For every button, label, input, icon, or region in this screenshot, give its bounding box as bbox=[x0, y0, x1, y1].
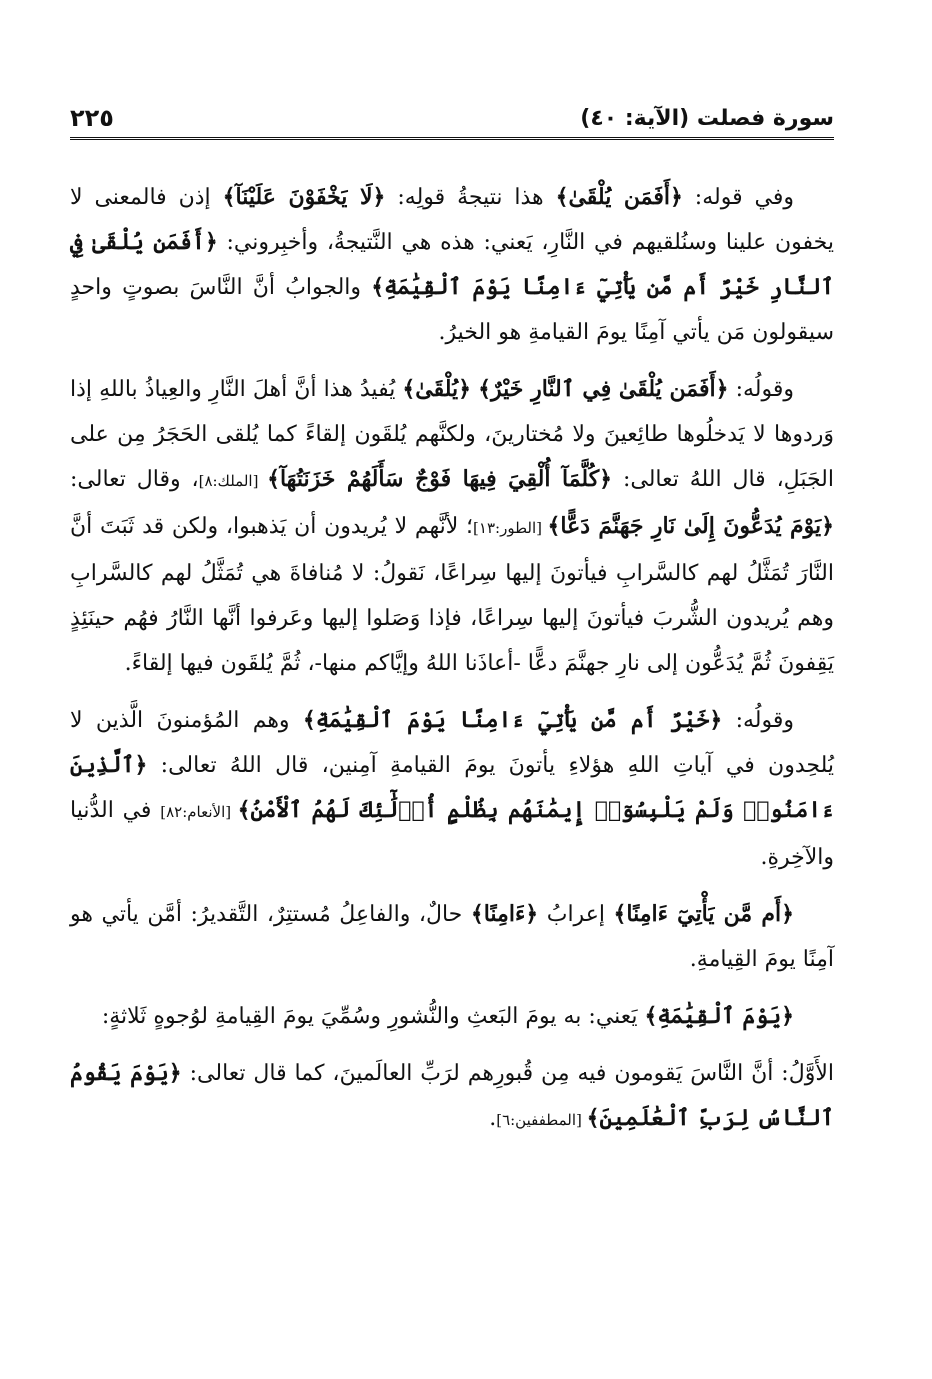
body-text bbox=[70, 175, 834, 1155]
text-run: ، وقال تعالى: bbox=[70, 467, 199, 492]
quran-quote: ﴿ءَامِنًا﴾ bbox=[470, 901, 539, 927]
paragraph-2 bbox=[70, 367, 834, 686]
text-run: وفي قوله: bbox=[682, 185, 794, 210]
text-run: إعرابُ bbox=[538, 902, 614, 927]
paragraph-6 bbox=[70, 1051, 834, 1143]
text-run: يَعني: به يومَ البَعثِ والنُّشورِ وسُمِّيَ يومَ القِيامةِ لوُجوهٍ ثَلاثةٍ: bbox=[101, 1004, 645, 1029]
text-run: هذا نتيجةُ قولِه: bbox=[385, 185, 556, 210]
text-run: الأَوَّلُ: أنَّ النَّاسَ يَقومون فيه مِن قُبورِهم لرَبِّ العالَمينَ، كما قال تعالى: bbox=[181, 1061, 834, 1086]
quran-quote: ﴿أَم مَّن يَأْتِيٓ ءَامِنًا﴾ bbox=[613, 901, 795, 927]
text-run: وقولُه: bbox=[722, 708, 794, 733]
text-run: وهم المُؤمنونَ الَّذين لا يُلحِدون في آياتِ اللهِ هؤلاءِ يأتونَ يومَ القيامةِ آمِنين، قال اللهُ تعالى: bbox=[70, 708, 834, 778]
quran-quote: ﴿يَوْمَ يَقُومُ ٱلنَّاسُ لِرَبِّ ٱلْعَٰلَمِينَ﴾ bbox=[70, 1060, 834, 1131]
quran-quote: ﴿أَفَمَن يُلْقَىٰ فِي ٱلنَّارِ خَيْرٌ أَم مَّن يَأْتِيٓ ءَامِنًا يَوْمَ ٱلْقِيَٰمَةِ﴾ bbox=[70, 229, 834, 300]
verse-reference: [الطور:١٣] bbox=[473, 519, 548, 537]
quran-quote: ﴿ٱلَّذِينَ ءَامَنُوا۟ وَلَمْ يَلْبِسُوٓا۟ إِيمَٰنَهُم بِظُلْمٍ أُو۟لَٰٓئِكَ لَهُمُ ٱلْأَمْنُ﴾ bbox=[70, 752, 834, 823]
page-number: ٢٢٥ bbox=[70, 104, 114, 132]
paragraph-1 bbox=[70, 175, 834, 355]
quran-quote: ﴿أَفَمَن يُلْقَىٰ﴾ bbox=[555, 184, 683, 210]
quran-quote: ﴿يَوْمَ يُدَعُّونَ إِلَىٰ نَارِ جَهَنَّمَ دَعًّا﴾ bbox=[547, 513, 834, 539]
running-title: سورة فصلت (الآية: ٤٠) bbox=[580, 106, 834, 131]
text-run: حالٌ، والفاعِلُ مُستتِرٌ، التَّقديرُ: أمَّن يأتي هو آمِنًا يومَ القِيامةِ. bbox=[70, 902, 834, 972]
text-run: . bbox=[489, 1106, 497, 1131]
verse-reference: [المطففين:٦] bbox=[496, 1111, 587, 1129]
text-run: إذن فالمعنى لا يخفون علينا وسنُلقيهم في النَّارِ، يَعني: هذه هي النَّتيجةُ، وأخبِروني: bbox=[70, 185, 834, 255]
text-run: في الدُّنيا والآخِرةِ. bbox=[70, 798, 834, 870]
page-header bbox=[70, 100, 834, 140]
header-rule bbox=[70, 137, 834, 140]
text-run: والجوابُ أنَّ النَّاسَ بصوتٍ واحدٍ سيقولون مَن يأتي آمِنًا يومَ القيامةِ هو الخيرُ. bbox=[70, 275, 834, 345]
quran-quote: ﴿خَيْرٌ أَم مَّن يَأْتِيٓ ءَامِنًا يَوْمَ ٱلْقِيَٰمَةِ﴾ bbox=[302, 707, 723, 733]
verse-reference: [الأنعام:٨٢] bbox=[160, 803, 238, 821]
paragraph-5 bbox=[70, 994, 834, 1039]
quran-quote: ﴿لَا يَخْفَوْنَ عَلَيْنَآ﴾ bbox=[222, 184, 386, 210]
quran-quote: ﴿يُلْقَىٰ﴾ bbox=[402, 376, 472, 402]
verse-reference: [الملك:٨] bbox=[198, 472, 268, 490]
quran-quote: ﴿يَوْمَ ٱلْقِيَٰمَةِ﴾ bbox=[644, 1003, 794, 1029]
quran-quote: ﴿كُلَّمَآ أُلْقِيَ فِيهَا فَوْجٌ سَأَلَهُمْ خَزَنَتُهَآ﴾ bbox=[267, 466, 613, 492]
paragraph-3 bbox=[70, 698, 834, 880]
quran-quote: ﴿أَفَمَن يُلْقَىٰ فِي ٱلنَّارِ خَيْرٌ﴾ bbox=[478, 376, 729, 402]
text-run: وقولُه: bbox=[728, 377, 794, 402]
text-run: ؛ لأنَّهم لا يُريدون أن يَذهبوا، ولكن قد ثَبَتَ أنَّ النَّارَ تُمَثَّلُ لهم كالسَّرابِ فيأتونَ إليها سِراعًا، نَقولُ: لا مُنافاةَ هي تُمَثَّلُ لهم كالسَّرابِ وهم يُريدون الشُّربَ فيأتونَ إليها سِراعًا، فإذا وَصَلوا إليها وعَرفوا أنَّها النَّارُ فهُم حينَئِذٍ يَقِفونَ ثُمَّ يُدَعُّون إلى نارِ جهنَّمَ دعًّا -أعاذَنا اللهُ وإيَّاكم منها-، ثُمَّ يُلقَون فيها إلقاءً. bbox=[70, 514, 834, 676]
paragraph-4 bbox=[70, 892, 834, 982]
text-run: يُفيدُ هذا أنَّ أهلَ النَّارِ والعِياذُ باللهِ إذا وَردوها لا يَدخلُوها طائِعينَ ولا مُختارينَ، ولكنَّهم يُلقَون إلقاءً كما يُلقى الحَجَرُ مِن على الجَبَلِ، قال اللهُ تعالى: bbox=[70, 377, 834, 492]
